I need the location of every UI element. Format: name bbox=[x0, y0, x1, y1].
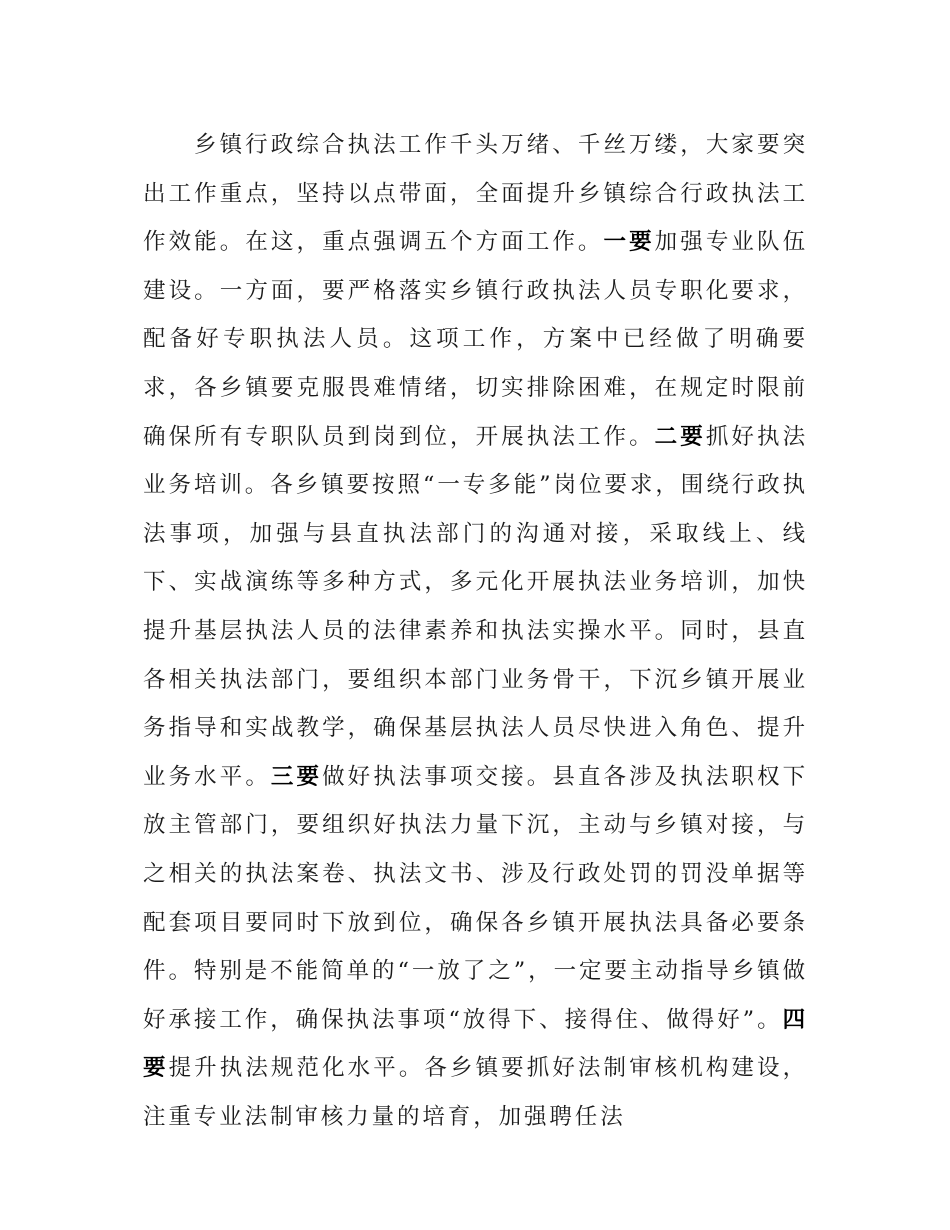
point-label-four: 四要 bbox=[143, 1006, 808, 1082]
text-segment-point-three: 做好执法事项交接。县直各涉及执法职权下放主管部门，要组织好执法力量下沉，主动与乡镇对接，与之相关的执法案卷、执法文书、涉及行政处罚的罚没单据等配套项目要同时下放到位，确保各乡镇开展执法具备必要条件。特别是不能简单的“一放了之”，一定要主动指导乡镇做好承接工作，确保执法事项“放得下、接得住、做得好”。 bbox=[143, 763, 808, 1033]
body-paragraph bbox=[143, 121, 808, 1141]
text-segment-point-two: 抓好执法业务培训。各乡镇要按照“一专多能”岗位要求，围绕行政执法事项，加强与县直执法部门的沟通对接，采取线上、线下、实战演练等多种方式，多元化开展执法业务培训，加快提升基层执法人员的法律素养和执法实操水平。同时，县直各相关执法部门，要组织本部门业务骨干，下沉乡镇开展业务指导和实战教学，确保基层执法人员尽快进入角色、提升业务水平。 bbox=[143, 423, 808, 790]
text-segment-intro: 乡镇行政综合执法工作千头万绪、千丝万缕，大家要突出工作重点，坚持以点带面，全面提升乡镇综合行政执法工作效能。在这，重点强调五个方面工作。 bbox=[143, 132, 808, 256]
point-label-two: 二要 bbox=[654, 423, 706, 450]
point-label-three: 三要 bbox=[270, 763, 323, 790]
text-segment-point-one: 加强专业队伍建设。一方面，要严格落实乡镇行政执法人员专职化要求，配备好专职执法人员。这项工作，方案中已经做了明确要求，各乡镇要克服畏难情绪，切实排除困难，在规定时限前确保所有专职队员到岗到位，开展执法工作。 bbox=[143, 229, 808, 450]
text-segment-point-four: 提升执法规范化水平。各乡镇要抓好法制审核机构建设，注重专业法制审核力量的培育，加强聘任法 bbox=[143, 1055, 808, 1130]
point-label-one: 一要 bbox=[603, 229, 655, 256]
